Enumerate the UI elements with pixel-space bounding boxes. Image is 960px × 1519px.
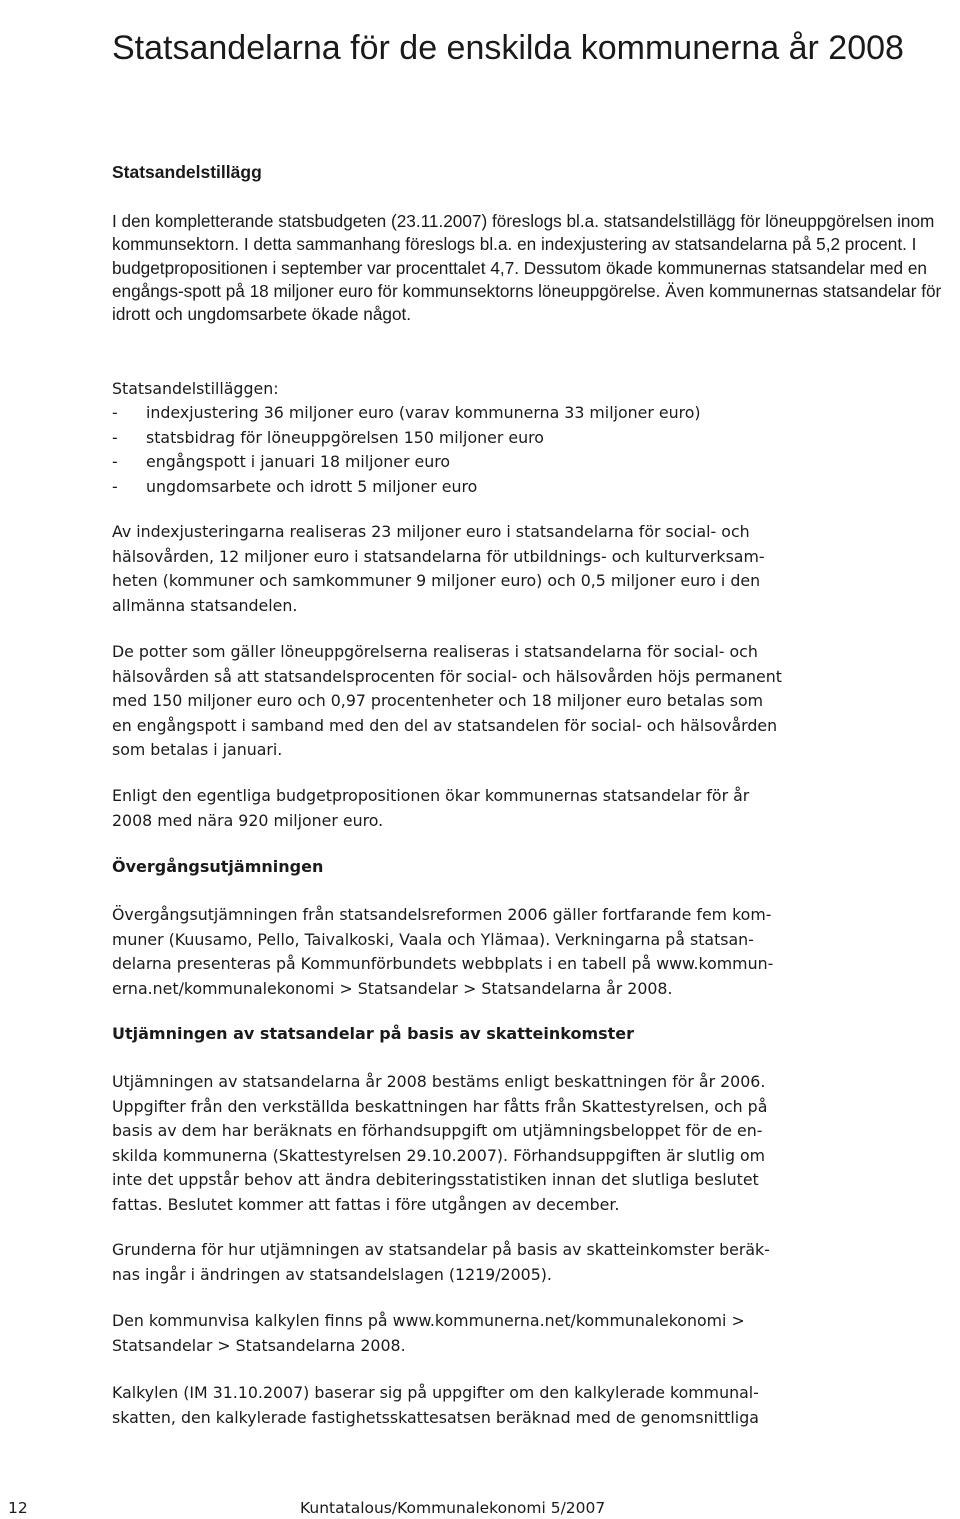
footer-publication: Kuntatalous/Kommunalekonomi 5/2007: [300, 1499, 606, 1517]
list-intro: Statsandelstilläggen:: [112, 379, 279, 398]
list-item-text: engångspott i januari 18 miljoner euro: [146, 452, 451, 471]
list-item-text: statsbidrag för löneuppgörelsen 150 miljoner euro: [146, 427, 544, 447]
list-item: [112, 475, 948, 500]
intro-paragraph: I den kompletterande statsbudgeten (23.11.2007) föreslogs bl.a. statsandelstillägg för löneuppgörelsen inom kommunsektorn. I detta sammanhang föreslogs bl.a. en indexjustering av statsandelarna på 5,2 procent. I budgetpropositionen i september var procenttalet 4,7. Dessutom ökade kommunernas statsandelar med en engångs-spott på 18 miljoner euro för kommunsektorns löneuppgörelse. Även kommunernas statsandelar för idrott och ungdomsarbete ökade något.: [112, 211, 942, 325]
supplement-list: [112, 401, 948, 499]
list-bullet: -: [112, 452, 118, 471]
potter-paragraph: De potter som gäller löneuppgörelserna realiseras i statsandelarna för social- och hälsovården så att statsandelsprocenten för social- och hälsovården höjs permanent med 150 miljoner euro och 0,97 procentenheter och 18 miljoner euro betalas som en engångspott i samband med den del av statsandelen för social- och hälsovården som betalas i januari.: [112, 642, 782, 759]
indexjustering-paragraph: Av indexjusteringarna realiseras 23 miljoner euro i statsandelarna för social- och hälsovården, 12 miljoner euro i statsandelarna för utbildnings- och kulturverksam- heten (kommuner och samkommuner 9 miljoner euro) och 0,5 miljoner euro i den allmänna statsandelen.: [112, 522, 765, 615]
list-item: [112, 426, 948, 451]
section-heading-statsandelstillagg: Statsandelstillägg: [112, 162, 262, 182]
list-bullet: -: [112, 403, 118, 422]
grunderna-paragraph: Grunderna för hur utjämningen av statsandelar på basis av skatteinkomster beräk- nas ingår i ändringen av statsandelslagen (1219/2005).: [112, 1240, 770, 1284]
utjamning-paragraph: Utjämningen av statsandelarna år 2008 bestäms enligt beskattningen för år 2006. Uppgifter från den verkställda beskattningen har fåtts från Skattestyrelsen, och på basis av dem har beräknats en förhandsuppgift om utjämningsbeloppet för de en- skilda kommunerna (Skattestyrelsen 29.10.2007). Förhandsuppgiften är slutlig om inte det uppstår behov att ändra debiteringsstatistiken innan det slutliga beslutet fattas. Beslutet kommer att fattas i före utgången av december.: [112, 1072, 768, 1214]
section-heading-utjamningen: Utjämningen av statsandelar på basis av skatteinkomster: [112, 1024, 635, 1043]
list-item-text: indexjustering 36 miljoner euro (varav kommunerna 33 miljoner euro): [146, 403, 701, 422]
section-heading-overgangsutjamningen: Övergångsutjämningen: [112, 857, 324, 876]
list-item: [112, 401, 948, 426]
list-bullet: -: [112, 476, 118, 496]
kalkyl-link-paragraph: Den kommunvisa kalkylen finns på www.kommunerna.net/kommunalekonomi > Statsandelar > Statsandelarna 2008.: [112, 1311, 745, 1355]
budget-paragraph: Enligt den egentliga budgetpropositionen ökar kommunernas statsandelar för år 2008 med nära 920 miljoner euro.: [112, 786, 750, 830]
page-title: Statsandelarna för de enskilda kommunerna år 2008: [112, 29, 904, 67]
kalkylen-paragraph: Kalkylen (IM 31.10.2007) baserar sig på uppgifter om den kalkylerade kommunal- skatten, den kalkylerade fastighetsskattesatsen beräknad med de genomsnittliga: [112, 1383, 759, 1427]
list-bullet: -: [112, 427, 118, 447]
overgang-paragraph: Övergångsutjämningen från statsandelsreformen 2006 gäller fortfarande fem kom- muner (Kuusamo, Pello, Taivalkoski, Vaala och Ylämaa). Verkningarna på statsan- delarna presenteras på Kommunförbundets webbplats i en tabell på www.kommun- erna.net/kommunalekonomi > Statsandelar > Statsandelarna år 2008.: [112, 905, 774, 998]
list-item: [112, 450, 948, 475]
list-item-text: ungdomsarbete och idrott 5 miljoner euro: [146, 476, 478, 496]
page-number: 12: [8, 1499, 28, 1517]
